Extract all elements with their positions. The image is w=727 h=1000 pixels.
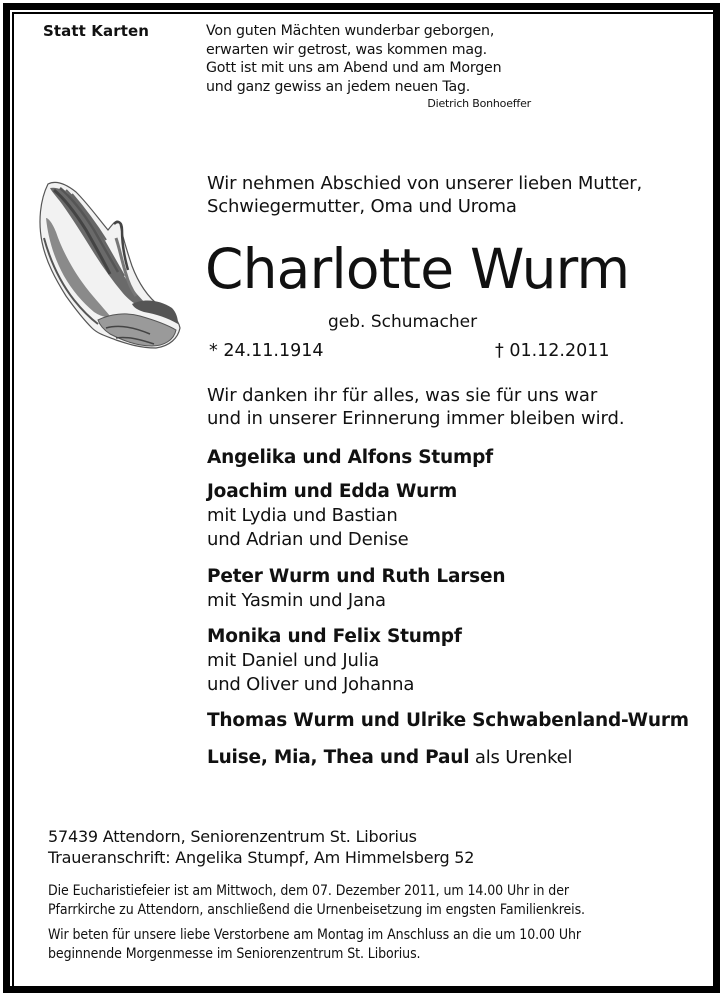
family-sub: mit Lydia und Bastian <box>207 505 398 526</box>
family-head: Thomas Wurm und Ulrike Schwabenland-Wurm <box>207 710 689 731</box>
family-sub: und Adrian und Denise <box>207 529 409 550</box>
intro-line: Schwiegermutter, Oma und Uroma <box>207 196 517 217</box>
poem-line: Von guten Mächten wunderbar geborgen, <box>206 23 495 39</box>
intro-line: Wir nehmen Abschied von unserer lieben Mutter, <box>207 173 643 194</box>
family-head: Monika und Felix Stumpf <box>207 626 462 647</box>
poem-line: Gott ist mit uns am Abend und am Morgen <box>206 60 502 77</box>
maiden-name: geb. Schumacher <box>328 312 478 332</box>
service-notice <box>48 882 585 920</box>
family-head: Luise, Mia, Thea und Paul <box>207 747 470 768</box>
intro-text <box>207 172 642 218</box>
death-date: † 01.12.2011 <box>495 341 610 361</box>
address-line: 57439 Attendorn, Seniorenzentrum St. Liborius <box>48 827 417 846</box>
address-block <box>48 826 474 868</box>
poem-author: Dietrich Bonhoeffer <box>427 97 531 110</box>
family-head: Angelika und Alfons Stumpf <box>207 447 493 468</box>
thanks-line: Wir danken ihr für alles, was sie für uns war <box>207 385 598 406</box>
prayer-line: Wir beten für unsere liebe Verstorbene am Montag im Anschluss an die um 10.00 Uhr <box>48 927 581 943</box>
thanks-text <box>207 384 624 430</box>
family-suffix: als Urenkel <box>469 747 573 768</box>
family-sub: mit Daniel und Julia <box>207 650 380 671</box>
prayer-line: beginnende Morgenmesse im Seniorenzentrum St. Liborius. <box>48 946 421 962</box>
statt-karten-label: Statt Karten <box>43 22 150 40</box>
service-line: Pfarrkirche zu Attendorn, anschließend die Urnenbeisetzung im engsten Familienkreis. <box>48 902 585 918</box>
thanks-line: und in unserer Erinnerung immer bleiben wird. <box>207 408 625 429</box>
family-sub: und Oliver und Johanna <box>207 674 415 695</box>
family-sub: mit Yasmin und Jana <box>207 590 386 611</box>
praying-hands-icon <box>36 178 182 350</box>
mourning-address-line: Traueranschrift: Angelika Stumpf, Am Himmelsberg 52 <box>48 848 475 867</box>
prayer-notice <box>48 926 581 964</box>
deceased-name: Charlotte Wurm <box>205 237 630 301</box>
service-line: Die Eucharistiefeier ist am Mittwoch, dem 07. Dezember 2011, um 14.00 Uhr in der <box>48 883 569 899</box>
family-head: Peter Wurm und Ruth Larsen <box>207 566 506 587</box>
birth-date: * 24.11.1914 <box>209 341 324 361</box>
poem <box>206 22 501 97</box>
family-head: Joachim und Edda Wurm <box>207 481 458 502</box>
poem-line: und ganz gewiss an jedem neuen Tag. <box>206 79 471 96</box>
great-grandchildren <box>207 747 572 768</box>
poem-line: erwarten wir getrost, was kommen mag. <box>206 41 487 58</box>
